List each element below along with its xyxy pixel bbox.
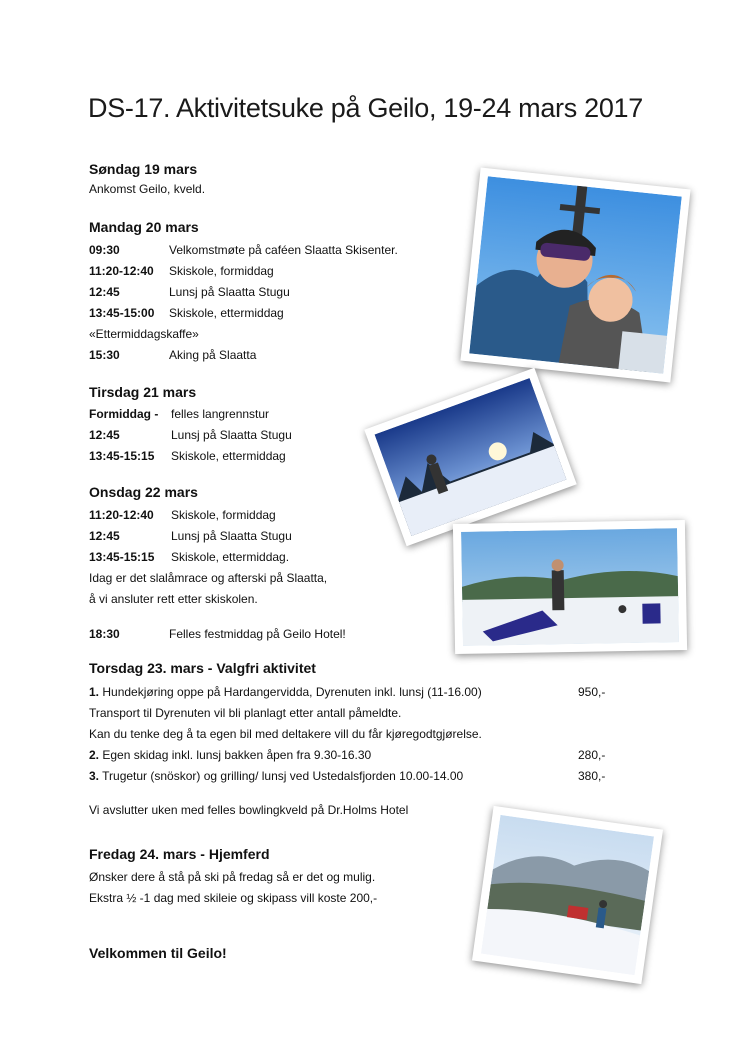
thursday-closing: Vi avslutter uken med felles bowlingkveld på Dr.Holms Hotel [89, 803, 409, 817]
option-row [89, 769, 463, 783]
option-row [89, 685, 482, 699]
schedule-time: 09:30 [89, 243, 120, 257]
schedule-text: Skiskole, ettermiddag. [171, 550, 290, 564]
schedule-row [89, 550, 289, 564]
schedule-time: 12:45 [89, 529, 120, 543]
schedule-row [89, 285, 290, 299]
schedule-time: 12:45 [89, 285, 120, 299]
schedule-text: Lunsj på Slaatta Stugu [171, 428, 292, 442]
sunday-text: Ankomst Geilo, kveld. [89, 182, 206, 196]
friday-heading: Fredag 24. mars - Hjemferd [89, 846, 270, 862]
wednesday-heading: Onsdag 22 mars [89, 484, 198, 500]
option-row [89, 748, 371, 762]
schedule-text: Skiskole, ettermiddag [171, 449, 286, 463]
photo-cross-country-skier [364, 368, 576, 546]
option-note: Transport til Dyrenuten vil bli planlagt etter antall påmeldte. [89, 706, 402, 720]
tuesday-heading: Tirsdag 21 mars [89, 384, 197, 400]
wednesday-note: Idag er det slalåmrace og afterski på Slaatta, [89, 571, 328, 585]
schedule-row [89, 327, 199, 341]
schedule-row [89, 428, 292, 442]
schedule-text: Velkomstmøte på caféen Slaatta Skisenter. [169, 243, 398, 257]
option-text: Hundekjøring oppe på Hardangervidda, Dyrenuten inkl. lunsj (11-16.00) [102, 685, 482, 699]
page-title: DS-17. Aktivitetsuke på Geilo, 19-24 mars 2017 [88, 93, 643, 123]
schedule-time: 18:30 [89, 627, 120, 641]
schedule-time: 13:45-15:00 [89, 306, 155, 320]
welcome-text: Velkommen til Geilo! [89, 945, 227, 961]
photo-dog-sledding [453, 520, 687, 654]
schedule-time: 11:20-12:40 [89, 508, 154, 522]
thursday-heading: Torsdag 23. mars - Valgfri aktivitet [89, 660, 316, 676]
option-number: 1. [89, 685, 100, 699]
friday-text: Ekstra ½ -1 dag med skileie og skipass vill koste 200,- [89, 891, 378, 905]
option-price: 280,- [578, 748, 606, 762]
option-price: 950,- [578, 685, 606, 699]
monday-heading: Mandag 20 mars [89, 219, 199, 235]
schedule-time: 15:30 [89, 348, 120, 362]
option-number: 3. [89, 769, 100, 783]
schedule-row [89, 529, 292, 543]
schedule-time: 12:45 [89, 428, 120, 442]
photo-ski-slope [472, 806, 663, 984]
schedule-text: «Ettermiddagskaffe» [89, 327, 199, 341]
schedule-row [89, 449, 286, 463]
schedule-text: Lunsj på Slaatta Stugu [171, 529, 292, 543]
sunday-heading: Søndag 19 mars [89, 161, 198, 177]
schedule-row [89, 348, 256, 362]
schedule-row [89, 264, 274, 278]
schedule-row [89, 407, 269, 421]
wednesday-note: å vi ansluter rett etter skiskolen. [89, 592, 258, 606]
schedule-text: Felles festmiddag på Geilo Hotel! [169, 627, 346, 641]
schedule-text: Aking på Slaatta [169, 348, 257, 362]
schedule-time: Formiddag - [89, 407, 159, 421]
option-text: Egen skidag inkl. lunsj bakken åpen fra 9.30-16.30 [102, 748, 372, 762]
schedule-text: Lunsj på Slaatta Stugu [169, 285, 290, 299]
option-price: 380,- [578, 769, 606, 783]
schedule-text: Skiskole, formiddag [169, 264, 274, 278]
option-text: Trugetur (snöskor) og grilling/ lunsj ved Ustedalsfjorden 10.00-14.00 [102, 769, 464, 783]
friday-text: Ønsker dere å stå på ski på fredag så er det og mulig. [89, 870, 376, 884]
schedule-row [89, 306, 284, 320]
option-note: Kan du tenke deg å ta egen bil med deltakere vill du får kjøregodtgjørelse. [89, 727, 482, 741]
schedule-time: 11:20-12:40 [89, 264, 154, 278]
schedule-row [89, 627, 346, 641]
option-number: 2. [89, 748, 100, 762]
schedule-text: Skiskole, ettermiddag [169, 306, 284, 320]
schedule-row [89, 508, 276, 522]
schedule-row [89, 243, 398, 257]
schedule-time: 13:45-15:15 [89, 550, 155, 564]
schedule-text: felles langrennstur [171, 407, 270, 421]
schedule-text: Skiskole, formiddag [171, 508, 276, 522]
photo-skiers-portrait [460, 168, 690, 383]
schedule-time: 13:45-15:15 [89, 449, 155, 463]
